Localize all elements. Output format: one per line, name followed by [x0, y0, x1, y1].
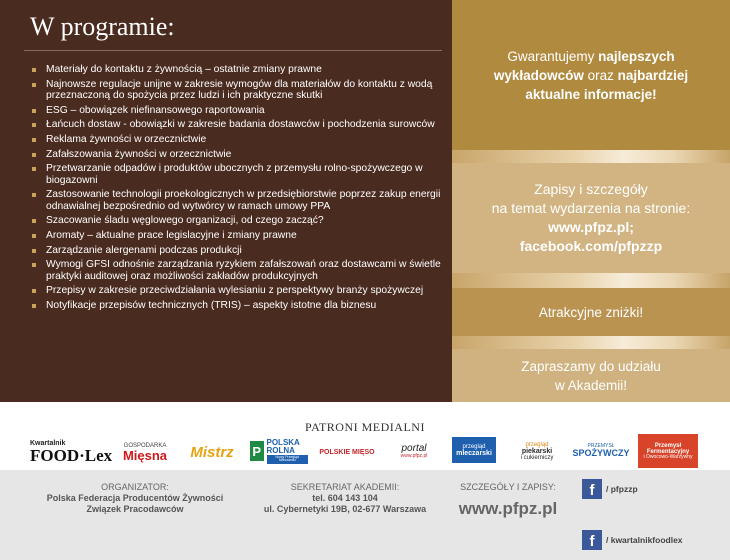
organizer-name: Polska Federacja Producentów Żywności: [46, 493, 224, 503]
facebook-handle: / kwartalnikfoodlex: [606, 535, 683, 545]
przeglad-mleczarski-logo: przegląd mleczarski: [452, 437, 496, 463]
program-item: Materiały do kontaktu z żywnością – ostatnie zmiany prawne: [32, 64, 450, 75]
invite-line: Zapraszamy do udziału: [521, 358, 661, 374]
signup-box: [452, 163, 730, 273]
guarantee-box: [452, 0, 730, 150]
mistrz-logo: Mistrz: [190, 443, 234, 461]
polska-rolna-logo: P POLSKA ROLNA Nowy Przegląd Mleczarski: [250, 434, 308, 468]
program-item: Przepisy w zakresie przeciwdziałania wylesianiu z perspektywy branży spożywczej: [32, 285, 450, 296]
discounts-text: Atrakcyjne zniżki!: [538, 304, 644, 320]
website-link[interactable]: www.pfpz.pl: [458, 499, 558, 518]
secretariat-phone[interactable]: tel. 604 143 104: [312, 493, 378, 503]
program-list: [32, 64, 450, 315]
guarantee-text: oraz: [583, 67, 618, 83]
signup-website-link[interactable]: www.pfpz.pl;: [548, 219, 634, 235]
details-label: SZCZEGÓŁY I ZAPISY:: [460, 482, 556, 492]
signup-facebook-link[interactable]: facebook.com/pfpzzp: [519, 238, 663, 254]
facebook-link-pfpzzp[interactable]: [582, 479, 638, 499]
discounts-box: [452, 288, 730, 336]
guarantee-text: Gwarantujemy: [507, 48, 599, 64]
polskie-mieso-logo: POLSKIE MIĘSO: [319, 448, 375, 456]
facebook-handle: / pfpzzp: [606, 484, 638, 494]
program-item: Notyfikacje przepisów technicznych (TRIS) – aspekty istotne dla biznesu: [32, 300, 450, 311]
program-item: Zafałszowania żywności w orzecznictwie: [32, 149, 450, 160]
details-block: [448, 482, 568, 520]
facebook-icon: f: [582, 530, 602, 550]
program-item: Aromaty – aktualne prace legislacyjne i zmiany prawne: [32, 230, 450, 241]
facebook-link-kwartalnik[interactable]: [582, 530, 683, 550]
przemysl-fermentacyjny-logo: Przemysł Fermentacyjny i Owocowo-Warzywny: [638, 434, 698, 468]
program-item: Zarządzanie alergenami podczas produkcji: [32, 245, 450, 256]
program-item: Wymogi GFSI odnośnie zarządzania ryzykiem zafałszowań oraz dostawcami w świetle praktyki auditowej oraz możliwości zakładów produkcyjnych: [32, 259, 450, 282]
program-item: ESG – obowiązek niefinansowego raportowania: [32, 105, 450, 116]
foodlex-logo: Kwartalnik FOOD·Lex: [30, 440, 113, 465]
organizer-block: [20, 482, 250, 515]
organizer-label: ORGANIZATOR:: [101, 482, 169, 492]
facebook-icon: f: [582, 479, 602, 499]
secretariat-label: SEKRETARIAT AKADEMII:: [290, 482, 400, 492]
program-item: Najnowsze regulacje unijne w zakresie wymogów dla materiałów do kontaktu z wodą przeznaczoną do spożycia przez ludzi i ich praktyczne skutki: [32, 79, 450, 102]
signup-line: Zapisy i szczegóły: [534, 181, 648, 197]
patrons-logos: [26, 426, 706, 470]
program-item: Przetwarzanie odpadów i produktów ubocznych z przemysłu rolno-spożywczego w biogazowni: [32, 163, 450, 186]
footer: [0, 470, 730, 560]
guarantee-highlight-information: najbardziej aktualne informacje!: [525, 67, 689, 102]
program-item: Reklama żywności w orzecznictwie: [32, 134, 450, 145]
organizer-subname: Związek Pracodawców: [86, 504, 184, 514]
invite-box: [452, 349, 730, 402]
title-divider: [24, 50, 442, 51]
secretariat-address: ul. Cybernetyki 19B, 02-677 Warszawa: [263, 504, 427, 514]
guarantee-highlight-lecturers: najlepszych wykładowców: [493, 48, 675, 83]
przemysl-spozywczy-logo: PRZEMYSŁ SPOŻYWCZY: [572, 443, 630, 458]
secretariat-block: [250, 482, 440, 515]
program-item: Łańcuch dostaw - obowiązki w zakresie badania dostawców i pochodzenia surowców: [32, 119, 450, 130]
signup-line: na temat wydarzenia na stronie:: [491, 200, 691, 216]
portal-logo: portal www.pfpz.pl: [400, 442, 428, 459]
invite-line: w Akademii!: [554, 377, 627, 393]
patrons-title: PATRONI MEDIALNI: [305, 420, 425, 434]
przeglad-piekarski-logo: przegląd piekarski i cukierniczy: [520, 441, 554, 461]
program-item: Zastosowanie technologii proekologicznych w przedsiębiorstwie poprzez zakup energii odnawialnej bezpośrednio od wytwórcy w ramach umowy PPA: [32, 189, 450, 212]
program-item: Szacowanie śladu węglowego organizacji, od czego zacząć?: [32, 215, 450, 226]
program-title: W programie:: [30, 12, 175, 41]
gospodarka-miesna-logo: GOSPODARKA Mięsna: [122, 442, 168, 463]
